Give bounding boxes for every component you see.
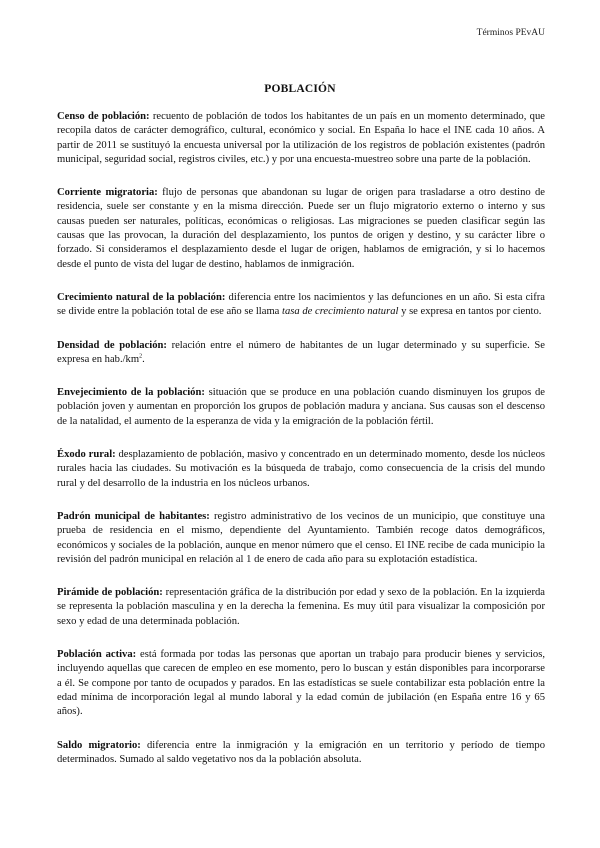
page-title: POBLACIÓN [264,83,336,95]
term-censo: Censo de población: [57,111,150,122]
entry-padron-municipal [57,510,545,567]
entry-crecimiento-natural [57,291,545,320]
term-poblacion-activa: Población activa: [57,649,137,661]
term-crecimiento-natural: Crecimiento natural de la población: [57,291,226,303]
term-envejecimiento: Envejecimiento de la población: [57,387,205,399]
superscript-two: 2 [139,353,143,360]
definition-piramide: representación gráfica de la distribución por edad y sexo de la población. En la izquierda se representa la población masculina y en la derecha la femenina. Es muy útil para visualizar la composición por sexo y edad de una determinada población. [57,587,545,627]
definition-padron-municipal: registro administrativo de los vecinos de un municipio, que constituye una prueba de residencia en el mismo, dependiente del Ayuntamiento. También recoge datos demográficos, económicos y sociales de la población, aunque en menor número que el censo. El INE recibe de cada municipio la revisión del padrón municipal en relación al 1 de enero de cada año para su explotación estadística. [57,510,545,565]
definition-envejecimiento: situación que se produce en una población cuando disminuyen los grupos de población joven y aumentan en proporción los grupos de población madura y anciana. Sus causas son el descenso de la natalidad, el aumento de la esperanza de vida y la emigración de la población fértil. [57,387,545,427]
entry-saldo-migratorio [57,739,545,768]
definition-poblacion-activa: está formada por todas las personas que aportan un trabajo para producir bienes y servicios, incluyendo aquellas que carecen de empleo en ese momento, pero lo buscan y están disponibles para incorporarse a él. Se compone por tanto de ocupados y parados. En las estadísticas se suele contabilizar esta población entre la edad mínima de incorporación legal al mundo laboral y la edad común de jubilación (en España entre 16 y 65 años). [57,649,545,718]
entry-censo [57,110,545,167]
term-padron-municipal: Padrón municipal de habitantes: [57,510,210,522]
definition-densidad-end: . [142,353,145,365]
page-header: Términos PEvAU [476,28,545,38]
definition-crecimiento-natural-a: diferencia entre los nacimientos y las defunciones en un año. Si esta cifra se divide entre la población total de ese año se llama [57,291,545,318]
entry-densidad [57,339,545,368]
definition-saldo-migratorio: diferencia entre la inmigración y la emigración en un territorio y período de tiempo determinados. Sumado al saldo vegetativo nos da la población absoluta. [57,739,545,765]
definition-corriente-migratoria: flujo de personas que abandonan su lugar de origen para trasladarse a otro destino de residencia, suele ser constante y en la misma dirección. Puede ser un flujo migratorio externo o interno y sus causas pueden ser naturales, políticas, económicas o religiosas. Las migraciones se pueden clasificar según las causas que las provocan, la duración del desplazamiento, los puntos de origen y destino, y su carácter libre o forzado. Si consideramos el desplazamiento desde el lugar de origen, hablamos de emigración, y si lo hacemos desde el punto de vista del lugar de destino, hablamos de inmigración. [57,187,545,270]
term-densidad: Densidad de población: [57,339,167,351]
entry-poblacion-activa [57,648,545,719]
glossary-content [57,110,545,786]
definition-densidad: relación entre el número de habitantes de un lugar determinado y su superficie. Se expresa en hab./km [57,339,545,365]
definition-crecimiento-natural-italic: tasa de crecimiento natural [282,306,399,318]
term-corriente-migratoria: Corriente migratoria: [57,187,158,199]
definition-crecimiento-natural-b: y se expresa en tantos por ciento. [398,306,542,318]
entry-piramide [57,586,545,629]
definition-censo: recuento de población de todos los habitantes de un país en un momento determinado, que recopila datos de carácter demográfico, cultural, económico y social. En España lo hace el INE cada 10 años. A partir de 2011 se sustituyó la encuesta universal por la utilización de los registros de población existentes (padrón municipal, seguridad social, registros civiles, etc.) y por una encuesta-muestreo sobre una parte de la población. [57,111,545,165]
definition-exodo-rural: desplazamiento de población, masivo y concentrado en un determinado momento, desde los núcleos rurales hacia las ciudades. Su motivación es la búsqueda de trabajo, como consecuencia de la crisis del mundo rural y del desarrollo de la industria en los núcleos urbanos. [57,449,545,489]
entry-corriente-migratoria [57,186,545,272]
entry-envejecimiento [57,386,545,429]
term-exodo-rural: Éxodo rural: [57,449,116,461]
term-saldo-migratorio: Saldo migratorio: [57,739,141,751]
entry-exodo-rural [57,448,545,491]
term-piramide: Pirámide de población: [57,587,163,599]
